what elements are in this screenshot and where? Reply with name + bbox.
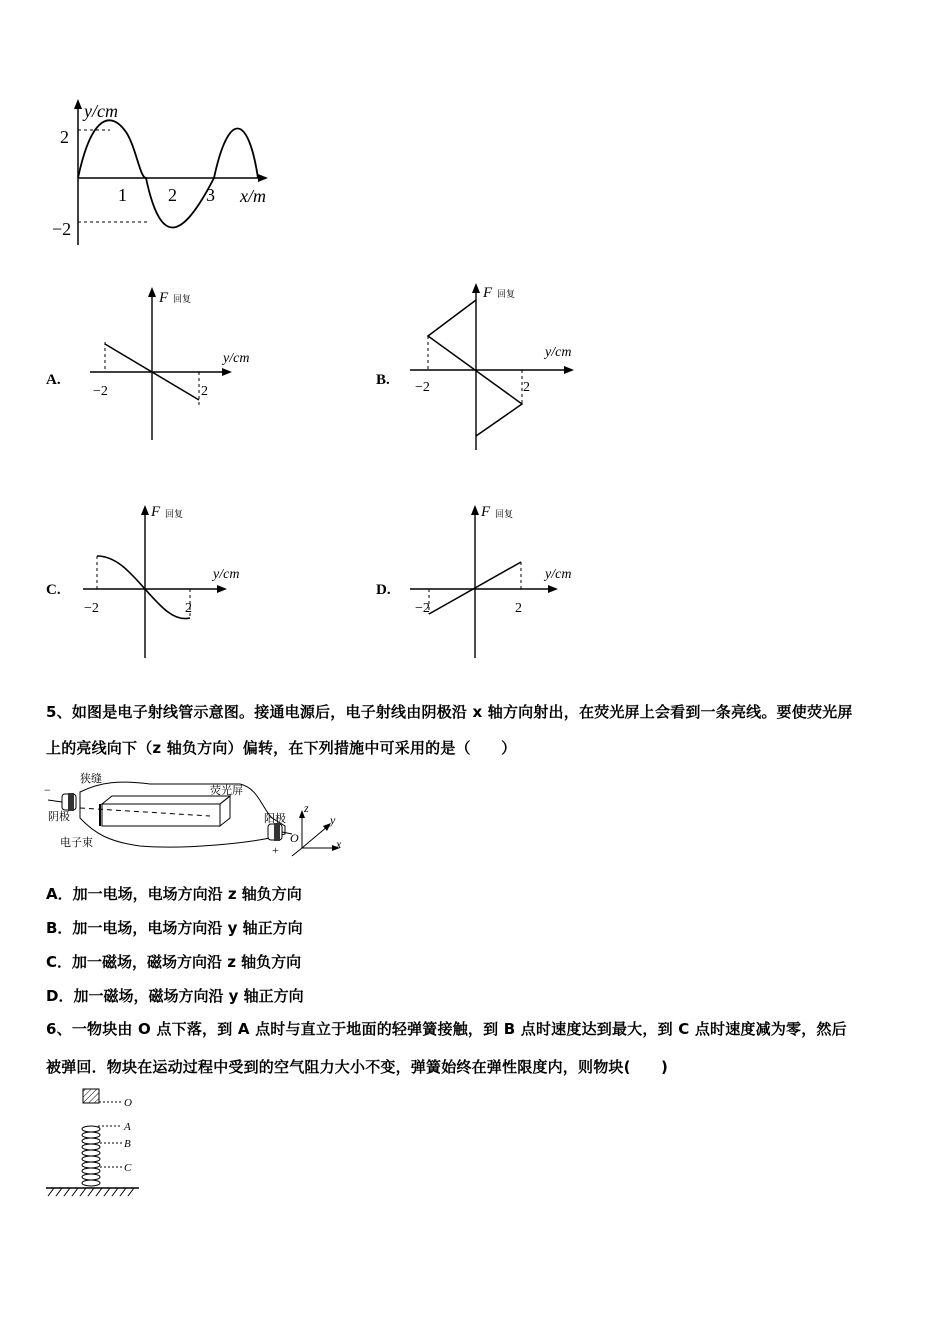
f-sub: 回复: [173, 294, 192, 304]
pos-tick: 2: [523, 380, 530, 395]
option-b-graph: [405, 280, 595, 455]
y-axis-label: y/cm: [84, 101, 118, 121]
option-d-label: D.: [376, 582, 391, 598]
neg-tick: −2: [84, 601, 99, 616]
option-a-graph: [85, 282, 255, 447]
q5-option-c[interactable]: C．加一磁场，磁场方向沿 z 轴负方向: [46, 953, 302, 971]
wave-graph: [40, 95, 290, 255]
option-c-label: C.: [46, 582, 61, 598]
option-c-graph: [78, 500, 258, 665]
q5-option-d[interactable]: D．加一磁场，磁场方向沿 y 轴正方向: [46, 987, 304, 1005]
f-label: F: [159, 290, 169, 306]
label-cathode: 阴极: [48, 811, 70, 823]
pos-tick: 2: [201, 384, 208, 399]
f-label: F: [481, 504, 491, 520]
spring-diagram: [44, 1085, 154, 1205]
label-axis-z: z: [304, 801, 309, 815]
f-label: F: [483, 285, 493, 301]
label-screen: 荧光屏: [210, 785, 243, 797]
y-label: y/cm: [545, 567, 572, 582]
q6-line1: 6、一物块由 O 点下落，到 A 点时与直立于地面的轻弹簧接触，到 B 点时速度达到最大，到 C 点时速度减为零，然后: [46, 1020, 847, 1038]
label-o: O: [124, 1097, 132, 1109]
option-a-label: A.: [46, 372, 61, 388]
q5-line1: 5、如图是电子射线管示意图。接通电源后，电子射线由阴极沿 x 轴方向射出，在荧光屏上会看到一条亮线。要使荧光屏: [46, 703, 853, 721]
f-label: F: [151, 504, 161, 520]
label-beam: 电子束: [60, 837, 93, 849]
f-sub: 回复: [495, 509, 514, 519]
q5-option-a[interactable]: A．加一电场，电场方向沿 z 轴负方向: [46, 885, 302, 903]
label-slit: 狭缝: [80, 773, 102, 785]
label-c: C: [124, 1162, 132, 1174]
y-label: y/cm: [223, 351, 250, 366]
y-label: y/cm: [545, 345, 572, 360]
neg-tick: −2: [415, 380, 430, 395]
x-axis-label: x/m: [240, 186, 266, 206]
label-axis-y: y: [330, 813, 336, 827]
crt-diagram: [40, 768, 360, 860]
tick-x-2: 2: [168, 185, 177, 205]
q5-option-b[interactable]: B．加一电场，电场方向沿 y 轴正方向: [46, 919, 303, 937]
option-d-graph: [405, 500, 595, 665]
label-minus: −: [44, 783, 51, 797]
tick-x-1: 1: [118, 185, 127, 205]
tick-y-top: 2: [60, 127, 69, 147]
tick-x-3: 3: [206, 185, 215, 205]
label-b: B: [124, 1138, 131, 1150]
label-a: A: [124, 1121, 131, 1133]
label-origin: O: [290, 831, 299, 845]
label-plus: +: [272, 843, 279, 857]
q5-line2: 上的亮线向下（z 轴负方向）偏转，在下列措施中可采用的是（ ）: [46, 739, 517, 757]
option-b-label: B.: [376, 372, 390, 388]
pos-tick: 2: [185, 601, 192, 616]
q6-line2: 被弹回．物块在运动过程中受到的空气阻力大小不变，弹簧始终在弹性限度内，则物块( ): [46, 1058, 669, 1076]
pos-tick: 2: [515, 601, 522, 616]
neg-tick: −2: [415, 601, 430, 616]
tick-y-bottom: −2: [52, 219, 72, 239]
label-axis-x: x: [336, 837, 342, 851]
label-anode: 阳极: [264, 813, 286, 825]
f-sub: 回复: [497, 289, 516, 299]
f-sub: 回复: [165, 509, 184, 519]
neg-tick: −2: [93, 384, 108, 399]
y-label: y/cm: [213, 567, 240, 582]
